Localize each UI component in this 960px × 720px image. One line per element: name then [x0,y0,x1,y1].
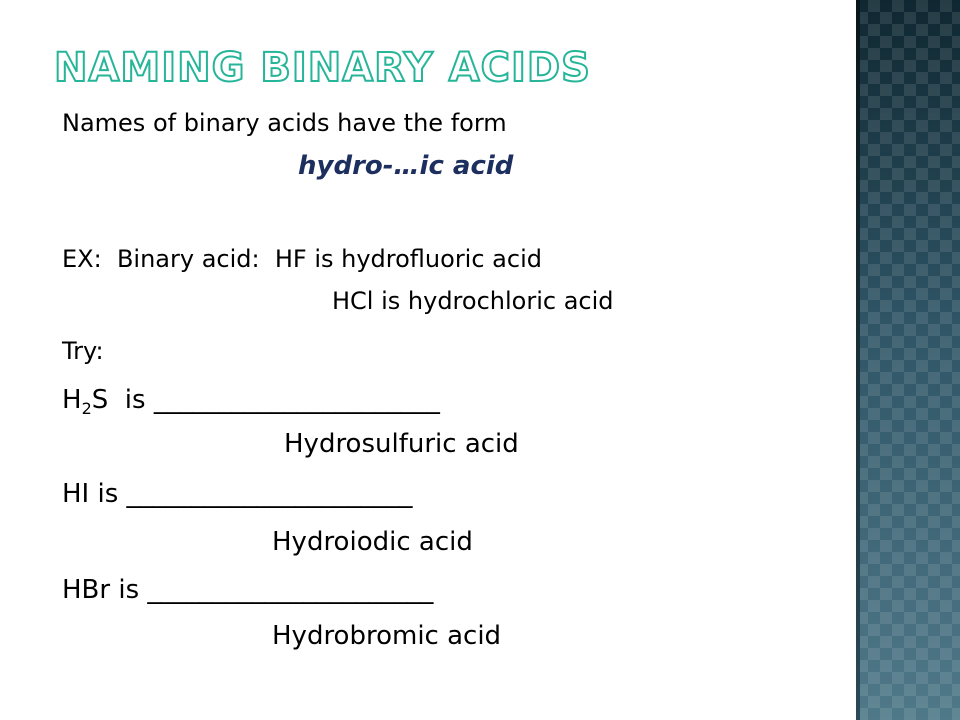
question-hbr: HBr is ______________________ [62,575,434,605]
slide-title: NAMING BINARY ACIDS [54,45,591,91]
try-label: Try: [62,337,104,365]
acid-name-form: hydro-…ic acid [298,151,514,181]
example-line-2: HCl is hydrochloric acid [332,287,614,315]
decorative-side-panel [856,0,960,720]
formula-h: H [62,385,82,415]
side-panel-edge [856,0,860,720]
example-line-1: EX: Binary acid: HF is hydrofluoric acid [62,245,542,273]
formula-subscript: 2 [81,399,92,418]
answer-hbr: Hydrobromic acid [272,621,502,651]
formula-s: S [91,385,109,415]
intro-text: Names of binary acids have the form [62,109,507,137]
question-hi: HI is ______________________ [62,479,413,509]
answer-hi: Hydroiodic acid [272,527,473,557]
question-h2s [62,384,440,425]
question-blank: is ______________________ [108,385,440,415]
answer-h2s: Hydrosulfuric acid [284,429,519,459]
